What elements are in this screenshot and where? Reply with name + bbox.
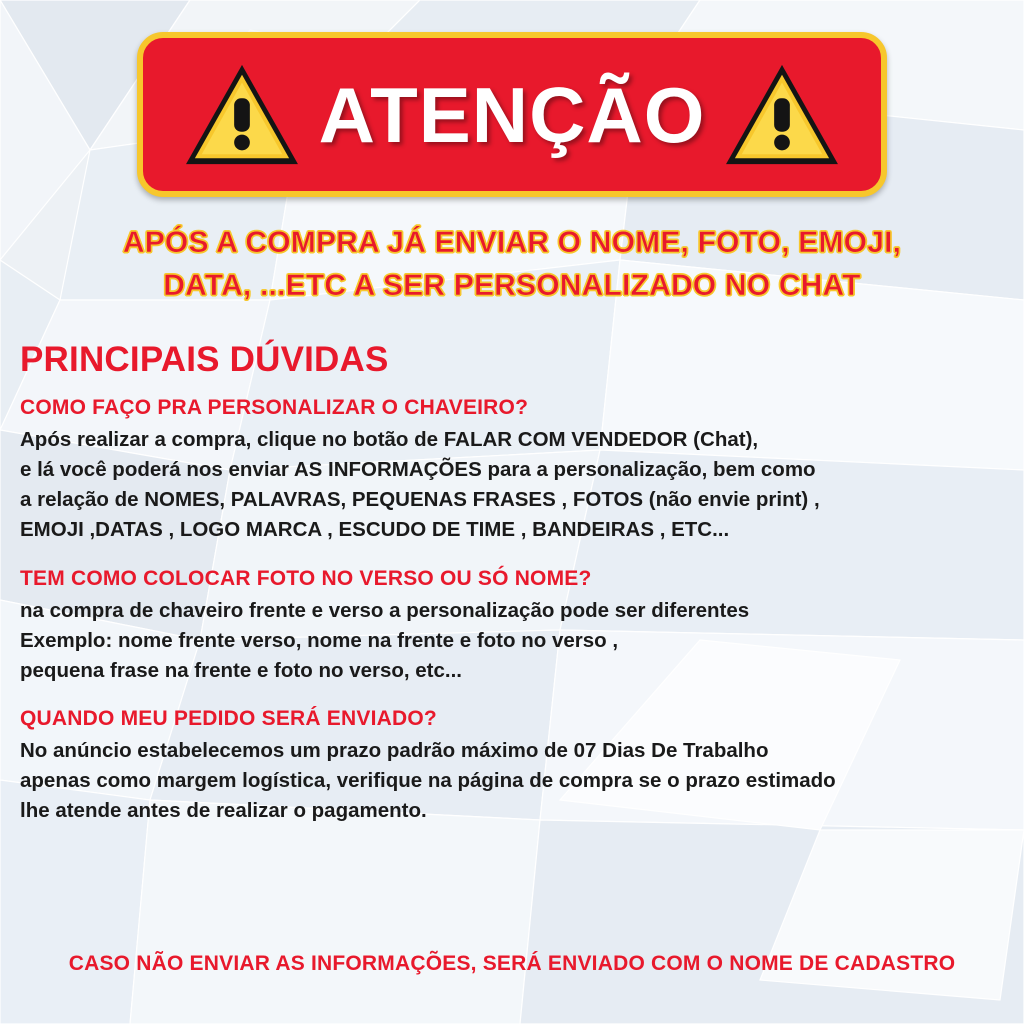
headline-line-1: APÓS A COMPRA JÁ ENVIAR O NOME, FOTO, EMOJI, — [122, 226, 902, 259]
faq-question: TEM COMO COLOCAR FOTO NO VERSO OU SÓ NOME? — [20, 566, 592, 590]
faq-answer-line: e lá você poderá nos enviar AS INFORMAÇÕES para a personalização, bem como — [20, 457, 816, 481]
faq-answer-line: apenas como margem logística, verifique na página de compra se o prazo estimado — [20, 769, 836, 793]
faq-answer-line: EMOJI ,DATAS , LOGO MARCA , ESCUDO DE TIME , BANDEIRAS , ETC... — [20, 517, 730, 541]
faq-answer-line: pequena frase na frente e foto no verso, etc... — [20, 658, 463, 682]
faq-answer-line: No anúncio estabelecemos um prazo padrão máximo de 07 Dias De Trabalho — [20, 739, 769, 763]
faq-item — [20, 396, 1010, 545]
footnote: CASO NÃO ENVIAR AS INFORMAÇÕES, SERÁ ENVIADO COM O NOME DE CADASTRO — [68, 952, 956, 975]
faq-item — [20, 707, 1010, 826]
attention-banner — [137, 32, 887, 197]
faq-answer-line: na compra de chaveiro frente e verso a personalização pode ser diferentes — [20, 598, 750, 622]
warning-triangle-icon — [723, 61, 841, 169]
faq-item — [20, 567, 1010, 686]
faq-answer-line: Após realizar a compra, clique no botão de FALAR COM VENDEDOR (Chat), — [20, 428, 759, 451]
faq-question: COMO FAÇO PRA PERSONALIZAR O CHAVEIRO? — [20, 396, 529, 419]
faq-question: QUANDO MEU PEDIDO SERÁ ENVIADO? — [20, 707, 437, 731]
headline-line-2: DATA, ...ETC A SER PERSONALIZADO NO CHAT — [163, 268, 861, 302]
faq-answer-line: lhe atende antes de realizar o pagamento. — [20, 799, 427, 823]
banner-title: ATENÇÃO — [318, 70, 706, 159]
faq-title: PRINCIPAIS DÚVIDAS — [20, 340, 389, 379]
faq-section — [20, 340, 1010, 848]
warning-triangle-icon — [183, 61, 301, 169]
headline — [0, 222, 1024, 307]
faq-answer-line: Exemplo: nome frente verso, nome na frente e foto no verso , — [20, 628, 619, 652]
faq-answer-line: a relação de NOMES, PALAVRAS, PEQUENAS FRASES , FOTOS (não envie print) , — [20, 487, 820, 511]
